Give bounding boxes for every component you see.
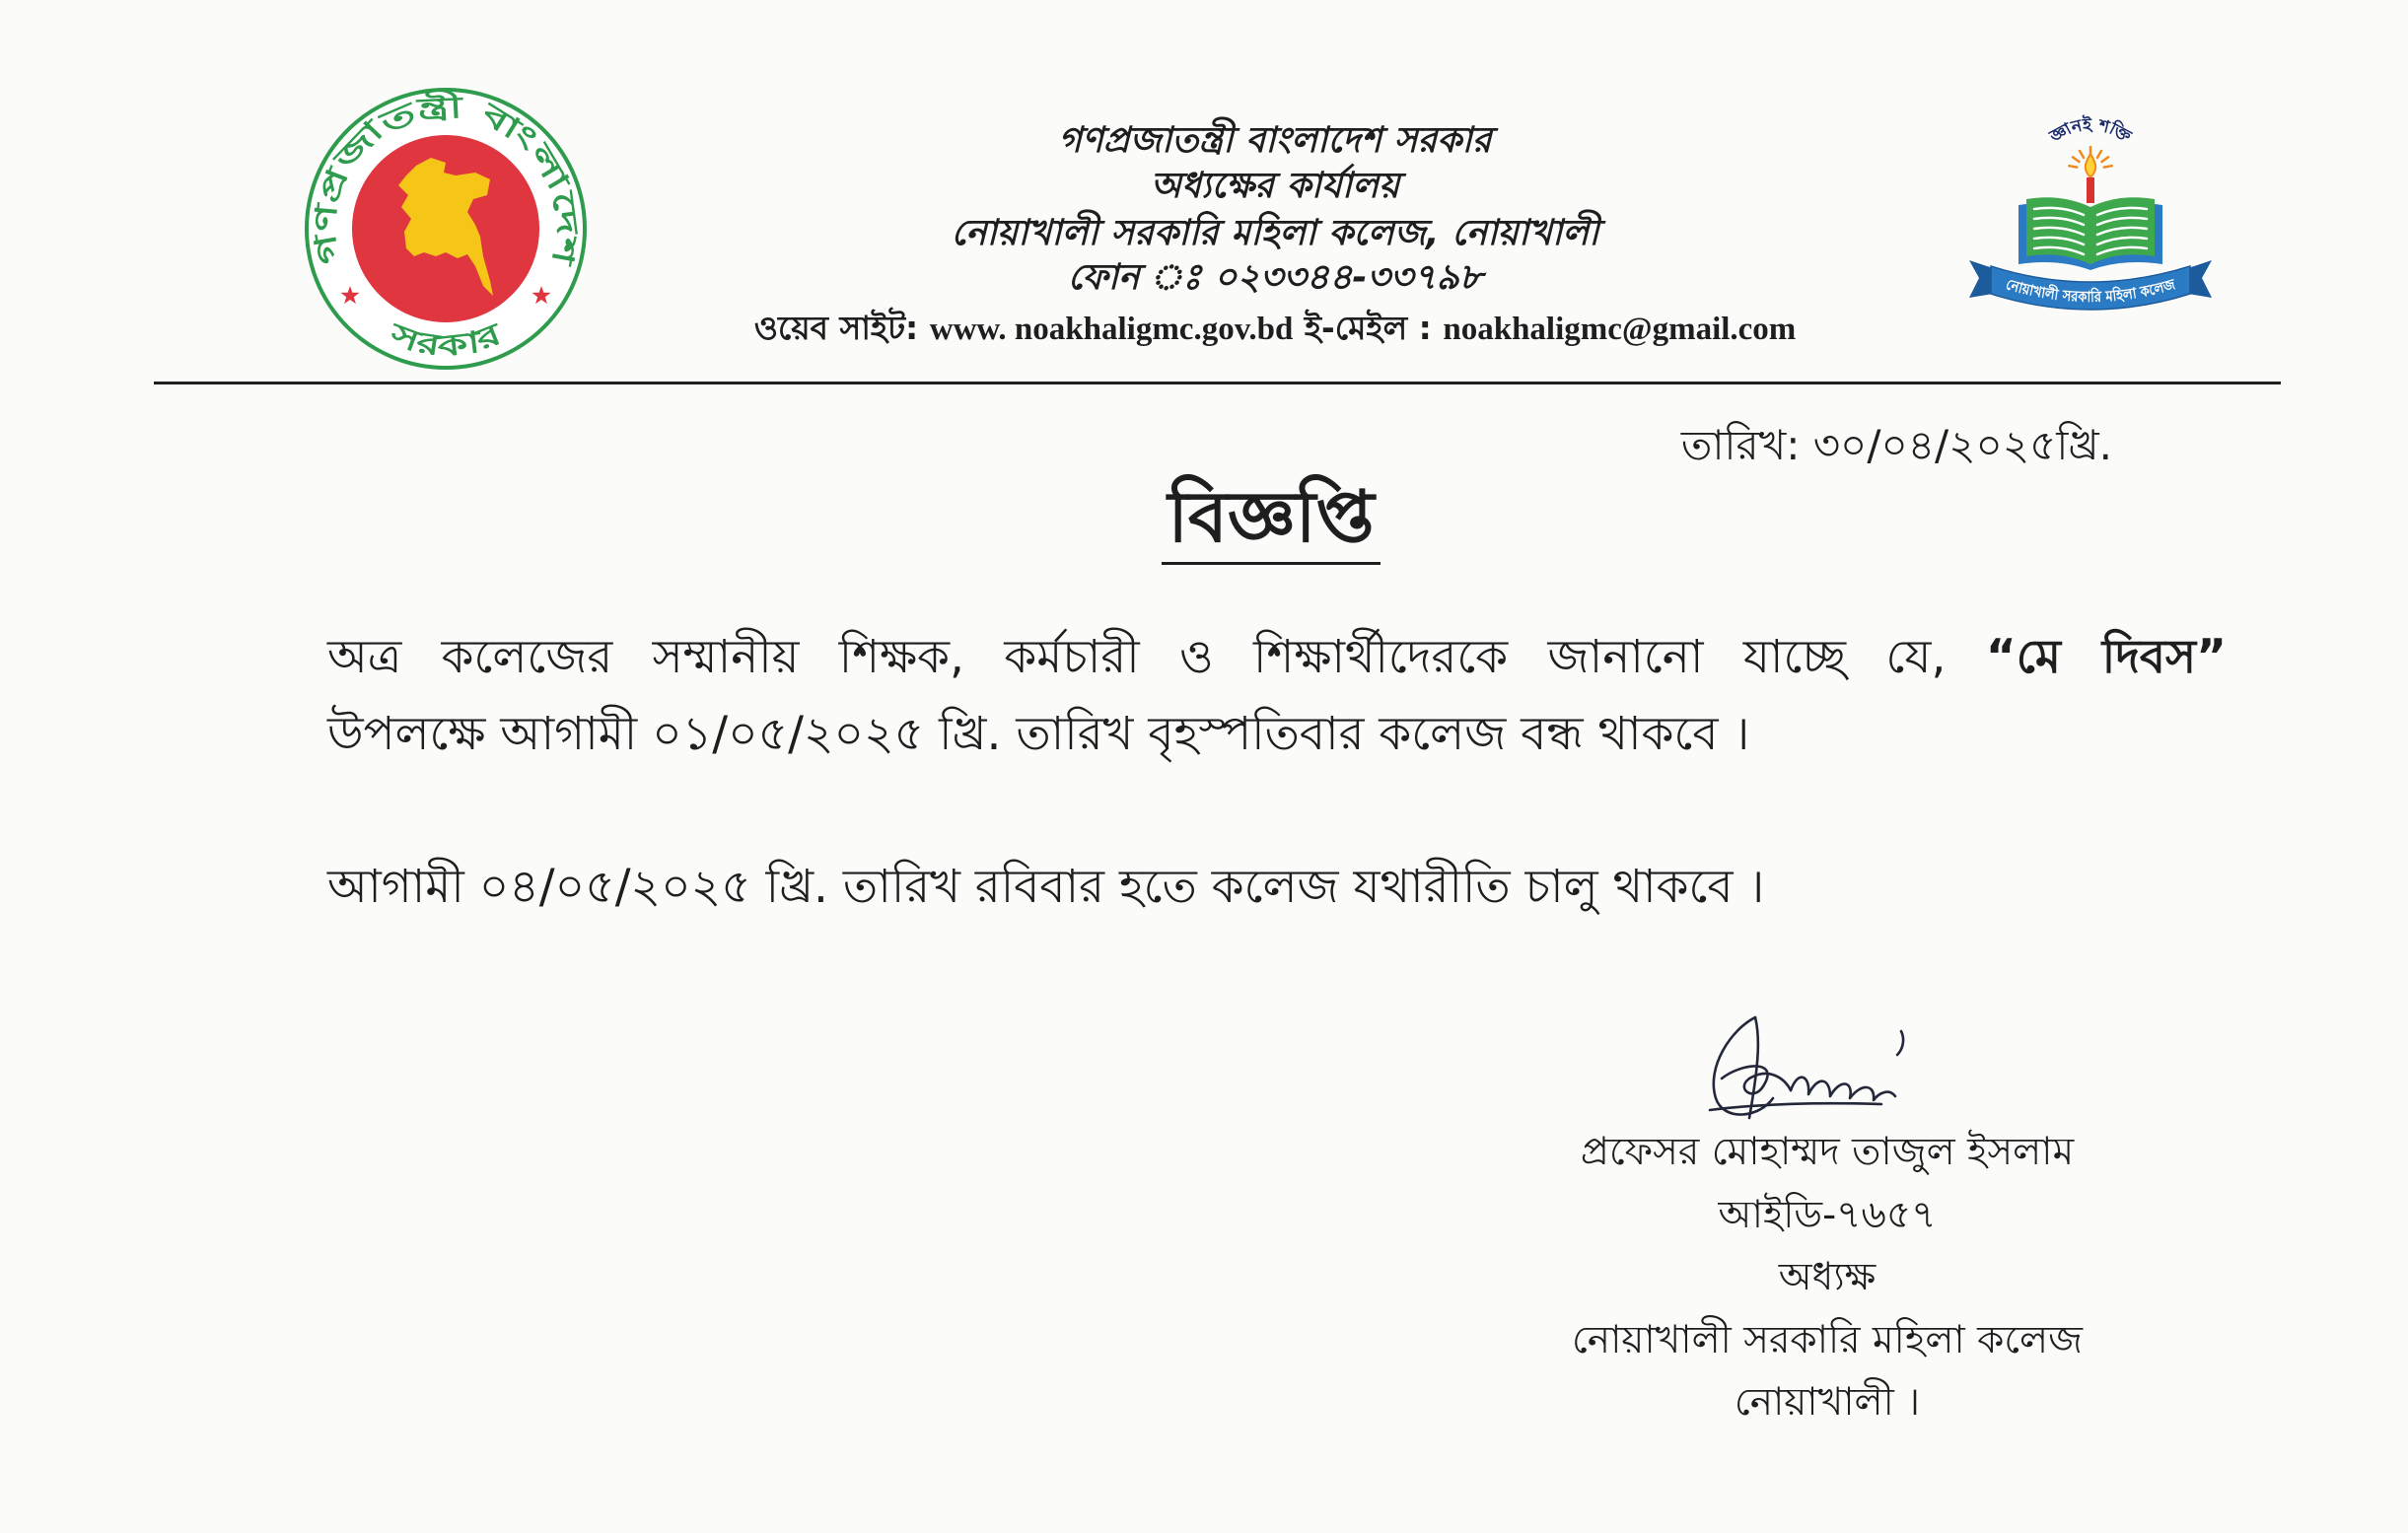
- header-divider: [154, 382, 2281, 384]
- notice-title: বিজ্ঞপ্তি: [1162, 473, 1380, 565]
- ray: [2097, 151, 2101, 158]
- web-label: ওয়েব সাইট:: [753, 309, 919, 347]
- paragraph-1-line-1-text: অত্র কলেজের সম্মানীয় শিক্ষক, কর্মচারী ও শিক্ষার্থীদেরকে জানানো যাচ্ছে যে,: [327, 630, 1947, 684]
- signatory-id: আইডি-৭৬৫৭: [1718, 1192, 1937, 1237]
- ribbon-text-path: নোয়াখালী সরকারি মহিলা কলেজ: [2004, 274, 2179, 307]
- header-web-line: [585, 307, 1965, 351]
- signature-stroke: [1897, 1031, 1903, 1055]
- signature-stroke: [1714, 1017, 1773, 1115]
- ribbon-left-tail: [1969, 260, 1993, 298]
- bangladesh-government-seal-icon: [298, 81, 594, 377]
- email-address: noakhaligmc@gmail.com: [1443, 312, 1797, 347]
- signatory-block: [1531, 1121, 2123, 1434]
- notice-paragraph-2: আগামী ০৪/০৫/২০২৫ খ্রি. তারিখ রবিবার হতে কলেজ যথারীতি চালু থাকবে ।: [327, 860, 1765, 914]
- header-office: অধ্যক্ষের কার্যালয়: [1150, 166, 1400, 206]
- signatory-name: প্রফেসর মোহাম্মদ তাজুল ইসলাম: [1580, 1130, 2075, 1174]
- college-motto: [2046, 114, 2137, 148]
- ray: [2102, 157, 2109, 162]
- signatory-designation: অধ্যক্ষ: [1778, 1255, 1877, 1299]
- web-url: www. noakhaligmc.gov.bd: [929, 312, 1294, 347]
- ray: [2069, 166, 2077, 167]
- seal-ring-text-top-path: গণপ্রজাতন্ত্রী বাংলাদেশ: [308, 91, 584, 267]
- signatory-institution: নোয়াখালী সরকারি মহিলা কলেজ: [1571, 1317, 2084, 1362]
- header-phone: ফোন ঃ ০২৩৩৪৪-৩৩৭৯৮: [1067, 257, 1483, 298]
- ray: [2104, 166, 2112, 167]
- seal-ring-text-bottom-path: সরকার: [386, 316, 500, 365]
- ray: [2080, 151, 2084, 158]
- paragraph-line: [327, 619, 2227, 696]
- college-motto-path: জ্ঞানই শক্তি: [2046, 114, 2134, 148]
- signature-stroke: [1710, 1103, 1881, 1110]
- notice-title-wrapper: [1025, 473, 1518, 565]
- header-government: গণপ্রজাতন্ত্রী বাংলাদেশ সরকার: [1058, 120, 1492, 161]
- signatory-location: নোয়াখালী ।: [1734, 1380, 1921, 1425]
- candle-icon: [2087, 177, 2094, 203]
- email-label: ই-মেইল :: [1304, 309, 1432, 347]
- header-college: নোয়াখালী সরকারি মহিলা কলেজ, নোয়াখালী: [951, 213, 1599, 253]
- paragraph-line: [327, 696, 2227, 773]
- may-day-phrase: “মে দিবস”: [1985, 630, 2227, 684]
- open-book-icon: [2018, 197, 2162, 270]
- college-logo-icon: [1967, 108, 2214, 325]
- signature-stroke: [1791, 1078, 1895, 1100]
- signature-image: [1688, 1008, 1925, 1136]
- notice-date: তারিখ: ৩০/০৪/২০২৫খ্রি.: [1680, 421, 2112, 469]
- notice-body: [327, 619, 2227, 926]
- notice-paragraph-1: [327, 619, 2227, 773]
- paragraph-1-line-2-text: উপলক্ষে আগামী ০১/০৫/২০২৫ খ্রি. তারিখ বৃহস্পতিবার কলেজ বন্ধ থাকবে ।: [327, 707, 1750, 761]
- ray: [2073, 157, 2080, 162]
- ribbon-right-tail: [2188, 260, 2212, 298]
- flame-icon: [2086, 154, 2096, 177]
